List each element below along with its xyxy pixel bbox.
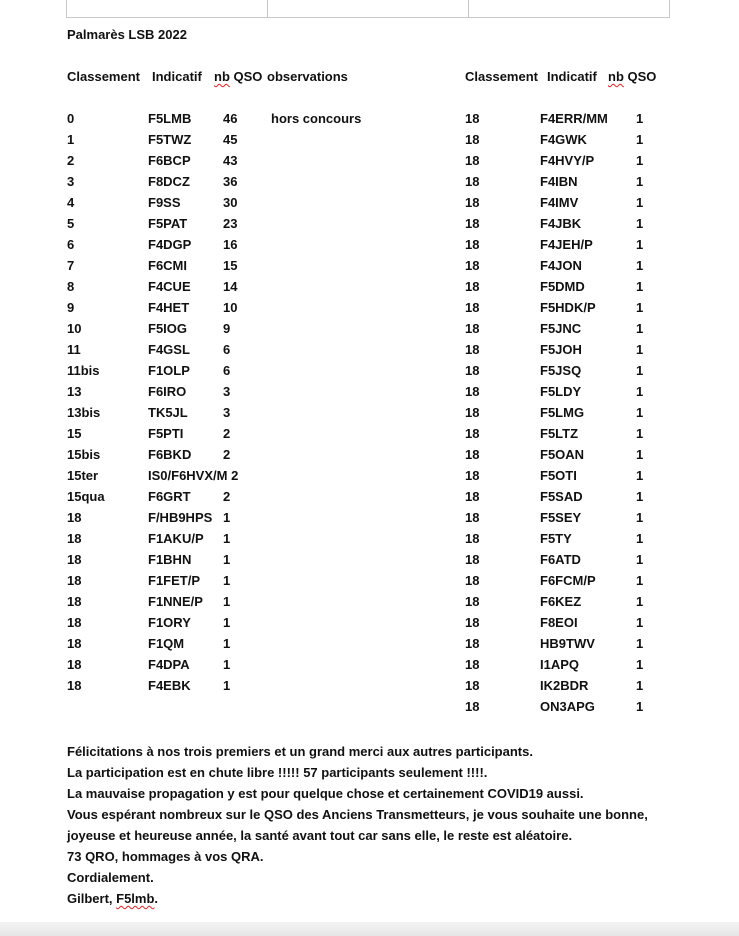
rank-cell: 18: [465, 111, 480, 126]
qso-count-cell: 1: [636, 279, 644, 294]
rank-cell: 18: [465, 615, 480, 630]
callsign-cell: TK5JL: [148, 405, 188, 420]
rank-cell: 18: [67, 510, 82, 525]
qso-count-cell: 1: [636, 384, 644, 399]
callsign-cell: F5LDY: [540, 384, 582, 399]
callsign-cell: F/HB9HPS: [148, 510, 213, 525]
rank-cell: 18: [67, 657, 82, 672]
callsign-cell: F4IMV: [540, 195, 579, 210]
callsign-cell: F5DMD: [540, 279, 585, 294]
footer-line: La mauvaise propagation y est pour quelque chose et certainement COVID19 aussi.: [67, 786, 584, 801]
qso-count-cell: 1: [223, 636, 231, 651]
rank-cell: 18: [465, 510, 480, 525]
rank-cell: 18: [67, 615, 82, 630]
top-table-fragment: [66, 0, 670, 18]
qso-count-cell: 46: [223, 111, 238, 126]
rank-cell: 18: [465, 363, 480, 378]
qso-count-cell: 1: [636, 174, 644, 189]
callsign-cell: F9SS: [148, 195, 181, 210]
footer-line: Félicitations à nos trois premiers et un grand merci aux autres participants.: [67, 744, 533, 759]
qso-count-cell: 1: [636, 426, 644, 441]
qso-count-cell: 1: [636, 489, 644, 504]
rank-cell: 18: [465, 489, 480, 504]
callsign-cell: ON3APG: [540, 699, 595, 714]
rank-cell: 18: [67, 552, 82, 567]
qso-count-cell: 45: [223, 132, 238, 147]
rank-cell: 4: [67, 195, 75, 210]
header-observations: observations: [267, 69, 348, 84]
callsign-cell: F4EBK: [148, 678, 191, 693]
qso-count-cell: 1: [636, 153, 644, 168]
signature-call: F5lmb: [116, 891, 155, 906]
qso-count-cell: 1: [223, 573, 231, 588]
qso-count-cell: 1: [636, 342, 644, 357]
callsign-cell: F5TY: [540, 531, 572, 546]
callsign-cell: F6BKD: [148, 447, 192, 462]
callsign-cell: F6IRO: [148, 384, 187, 399]
callsign-cell: F1NNE/P: [148, 594, 203, 609]
callsign-cell: F4HET: [148, 300, 190, 315]
footer-message: [67, 741, 727, 909]
callsign-cell: F1BHN: [148, 552, 192, 567]
rank-cell: 15ter: [67, 468, 99, 483]
header-nb: nb: [214, 69, 230, 84]
rank-cell: 1: [67, 132, 75, 147]
header-qso: QSO: [229, 69, 263, 84]
signature-suffix: .: [154, 891, 159, 906]
rank-cell: 18: [465, 552, 480, 567]
callsign-cell: F5LMB: [148, 111, 192, 126]
header-classement: Classement: [67, 69, 140, 84]
rank-cell: 18: [465, 447, 480, 462]
callsign-cell: F5LMG: [540, 405, 585, 420]
rank-cell: 15: [67, 426, 82, 441]
rank-cell: 18: [465, 195, 480, 210]
qso-count-cell: 2: [223, 447, 231, 462]
qso-count-cell: 2: [223, 489, 231, 504]
callsign-cell: F6ATD: [540, 552, 581, 567]
rank-cell: 18: [465, 594, 480, 609]
rank-cell: 18: [465, 657, 480, 672]
callsign-cell: F5LTZ: [540, 426, 579, 441]
qso-count-cell: 1: [636, 699, 644, 714]
callsign-cell: F4DPA: [148, 657, 190, 672]
rank-cell: 13bis: [67, 405, 101, 420]
rank-cell: 15qua: [67, 489, 105, 504]
qso-count-cell: 1: [636, 636, 644, 651]
qso-count-cell: 1: [636, 195, 644, 210]
qso-count-cell: 30: [223, 195, 238, 210]
callsign-cell: F8DCZ: [148, 174, 190, 189]
rank-cell: 10: [67, 321, 82, 336]
qso-count-cell: 1: [636, 657, 644, 672]
rank-cell: 18: [67, 594, 82, 609]
footer-line: 73 QRO, hommages à vos QRA.: [67, 849, 264, 864]
qso-count-cell: 1: [636, 405, 644, 420]
rank-cell: 18: [465, 678, 480, 693]
rank-cell: 18: [465, 426, 480, 441]
footer-line: joyeuse et heureuse année, la santé avant tout car sans elle, le reste est aléatoire.: [67, 828, 573, 843]
rank-cell: 3: [67, 174, 75, 189]
table-cell: [67, 0, 268, 17]
callsign-cell: F1AKU/P: [148, 531, 204, 546]
callsign-cell: F5PAT: [148, 216, 188, 231]
header-classement: Classement: [465, 69, 538, 84]
callsign-cell: F5IOG: [148, 321, 188, 336]
rank-cell: 18: [465, 279, 480, 294]
callsign-cell: F5OAN: [540, 447, 585, 462]
rank-cell: 11bis: [67, 363, 100, 378]
qso-count-cell: 1: [636, 321, 644, 336]
callsign-cell: F4DGP: [148, 237, 192, 252]
header-indicatif: Indicatif: [547, 69, 597, 84]
qso-count-cell: 6: [223, 363, 231, 378]
footer-line: Cordialement.: [67, 870, 154, 885]
qso-count-cell: 1: [636, 300, 644, 315]
callsign-cell: F5PTI: [148, 426, 184, 441]
footer-line: Vous espérant nombreux sur le QSO des Anciens Transmetteurs, je vous souhaite une bonne,: [67, 807, 648, 822]
callsign-cell: F4HVY/P: [540, 153, 595, 168]
qso-count-cell: 10: [223, 300, 238, 315]
rank-cell: 18: [67, 531, 82, 546]
qso-count-cell: 1: [636, 510, 644, 525]
rank-cell: 6: [67, 237, 75, 252]
qso-count-cell: 1: [636, 216, 644, 231]
rank-cell: 18: [465, 636, 480, 651]
qso-count-cell: 9: [223, 321, 231, 336]
rank-cell: 18: [67, 636, 82, 651]
qso-count-cell: 6: [223, 342, 231, 357]
rank-cell: 13: [67, 384, 82, 399]
callsign-cell: F5JSQ: [540, 363, 582, 378]
callsign-cell: F1OLP: [148, 363, 190, 378]
table-cell: [268, 0, 469, 17]
rank-cell: 18: [67, 678, 82, 693]
qso-count-cell: 1: [636, 594, 644, 609]
rank-cell: 18: [465, 321, 480, 336]
window-bottom-bar: [0, 922, 739, 936]
signature: [67, 888, 727, 909]
qso-count-cell: 36: [223, 174, 238, 189]
header-nb-qso: [608, 69, 656, 84]
observation-cell: hors concours: [271, 111, 362, 126]
callsign-cell: F6FCM/P: [540, 573, 596, 588]
callsign-cell: F5SAD: [540, 489, 583, 504]
qso-count-cell: 1: [636, 447, 644, 462]
rank-cell: 18: [465, 468, 480, 483]
callsign-cell: F4GWK: [540, 132, 587, 147]
rank-cell: 5: [67, 216, 75, 231]
signature-prefix: Gilbert,: [67, 891, 117, 906]
table-cell: [469, 0, 669, 17]
callsign-cell: F4JON: [540, 258, 582, 273]
callsign-cell: F6KEZ: [540, 594, 582, 609]
rank-cell: 8: [67, 279, 75, 294]
callsign-cell: F4GSL: [148, 342, 190, 357]
callsign-cell: F5SEY: [540, 510, 582, 525]
header-qso: QSO: [623, 69, 657, 84]
rank-cell: 18: [465, 342, 480, 357]
callsign-cell: F6GRT: [148, 489, 191, 504]
document-title: Palmarès LSB 2022: [67, 27, 187, 42]
callsign-cell: F5OTI: [540, 468, 577, 483]
callsign-cell: F5HDK/P: [540, 300, 596, 315]
rank-cell: 18: [465, 237, 480, 252]
rank-cell: 18: [465, 531, 480, 546]
qso-count-cell: 1: [636, 573, 644, 588]
rank-cell: 18: [465, 258, 480, 273]
rank-cell: 7: [67, 258, 75, 273]
qso-count-cell: 1: [636, 678, 644, 693]
qso-count-cell: 1: [636, 111, 644, 126]
footer-line: La participation est en chute libre !!!!! 57 participants seulement !!!!.: [67, 765, 488, 780]
qso-count-cell: 14: [223, 279, 238, 294]
qso-count-cell: 1: [636, 552, 644, 567]
header-nb: nb: [608, 69, 624, 84]
qso-count-cell: 1: [223, 657, 231, 672]
rank-cell: 18: [67, 573, 82, 588]
qso-count-cell: 23: [223, 216, 238, 231]
callsign-cell: F4IBN: [540, 174, 578, 189]
callsign-cell: F4ERR/MM: [540, 111, 608, 126]
callsign-cell: F6CMI: [148, 258, 187, 273]
qso-count-cell: 1: [223, 615, 231, 630]
callsign-cell: IK2BDR: [540, 678, 589, 693]
qso-count-cell: 1: [636, 468, 644, 483]
callsign-cell: F4JEH/P: [540, 237, 593, 252]
callsign-cell: F1QM: [148, 636, 185, 651]
qso-count-cell: 1: [636, 363, 644, 378]
rank-cell: 18: [465, 384, 480, 399]
qso-count-cell: 43: [223, 153, 238, 168]
rank-cell: 11: [67, 342, 81, 357]
qso-count-cell: 1: [636, 615, 644, 630]
qso-count-cell: 1: [636, 132, 644, 147]
rank-cell: 18: [465, 132, 480, 147]
rank-cell: 15bis: [67, 447, 101, 462]
qso-count-cell: 1: [223, 594, 231, 609]
rank-cell: 18: [465, 153, 480, 168]
qso-count-cell: 1: [636, 258, 644, 273]
qso-count-cell: 15: [223, 258, 238, 273]
rank-cell: 18: [465, 300, 480, 315]
rank-cell: 2: [67, 153, 75, 168]
rank-cell: 18: [465, 174, 480, 189]
qso-count-cell: 1: [636, 237, 644, 252]
rank-cell: 18: [465, 699, 480, 714]
callsign-cell: I1APQ: [540, 657, 580, 672]
callsign-cell: F4JBK: [540, 216, 582, 231]
rank-cell: 18: [465, 216, 480, 231]
rank-cell: 18: [465, 573, 480, 588]
callsign-cell: F1FET/P: [148, 573, 201, 588]
callsign-cell: F1ORY: [148, 615, 191, 630]
rank-cell: 9: [67, 300, 75, 315]
qso-count-cell: 3: [223, 405, 231, 420]
callsign-cell: F5TWZ: [148, 132, 192, 147]
qso-count-cell: 16: [223, 237, 238, 252]
rank-cell: 18: [465, 405, 480, 420]
qso-count-cell: 1: [223, 678, 231, 693]
callsign-cell: HB9TWV: [540, 636, 595, 651]
callsign-cell: F4CUE: [148, 279, 191, 294]
callsign-cell: F6BCP: [148, 153, 191, 168]
rank-cell: 0: [67, 111, 75, 126]
qso-count-cell: 3: [223, 384, 231, 399]
callsign-cell: F8EOI: [540, 615, 578, 630]
callsign-cell: IS0/F6HVX/M 2: [148, 468, 239, 483]
callsign-cell: F5JNC: [540, 321, 582, 336]
qso-count-cell: 1: [636, 531, 644, 546]
callsign-cell: F5JOH: [540, 342, 582, 357]
header-nb-qso: [214, 69, 262, 84]
qso-count-cell: 1: [223, 552, 231, 567]
qso-count-cell: 1: [223, 531, 231, 546]
header-indicatif: Indicatif: [152, 69, 202, 84]
qso-count-cell: 2: [223, 426, 231, 441]
qso-count-cell: 1: [223, 510, 231, 525]
